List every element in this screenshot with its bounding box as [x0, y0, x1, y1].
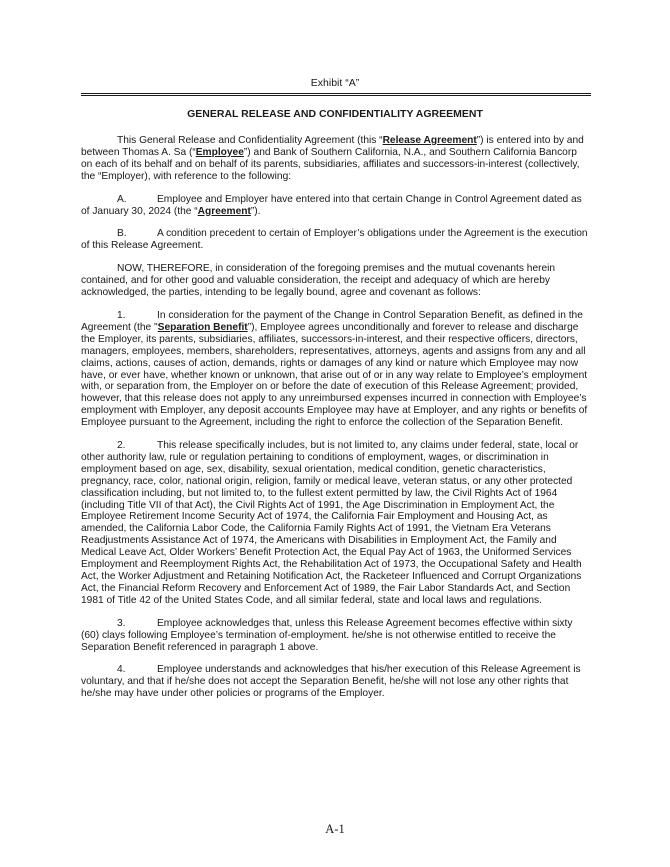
intro-text-2: ”) is entered into by and between Thomas A. Sa (“ — [81, 135, 584, 158]
intro-text-3: ”) and Bank of Southern California, N.A., and Southern California Bancorp on each of its behalf and on behalf of its parents, subsidiaries, affiliates and successors-in-interest (collectively, the “Employer), with reference to the following: — [81, 146, 580, 182]
paragraph-1 — [81, 310, 591, 429]
agreement-body — [81, 135, 591, 711]
paragraph-2-text: This release specifically includes, but is not limited to, any claims under federal, state, local or other authority law, rule or regulation pertaining to conditions of employment, wages, or discrimination in employment based on age, sex, disability, sexual orientation, medical condition, genetic characteristics, pregnancy, race, color, national origin, religion, family or medical leave, veteran status, or any other protected classification including, but not limited to, to the fullest extent permitted by law, the Civil Rights Act of 1964 (including Title VII of that Act), the Civil Rights Act of 1991, the Age Discrimination in Employment Act, the Employee Retirement Income Security Act of 1974, the California Fair Employment and Housing Act, as amended, the California Labor Code, the California Family Rights Act of 1991, the Vietnam Era Veterans Readjustments Assistance Act of 1974, the Americans with Disabilities in Employment Act, the Family and Medical Leave Act, Older Workers’ Benefit Protection Act, the Equal Pay Act of 1963, the Uniformed Services Employment and Reemployment Rights Act, the Rehabilitation Act of 1973, the Occupational Safety and Health Act, the Worker Adjustment and Retaining Notification Act, the Racketeer Influenced and Corrupt Organizations Act, the Financial Reform Recovery and Enforcement Act of 1989, the Fair Labor Standards Act, and Section 1981 of Title 42 of the United States Code, and all similar federal, state and local laws and regulations. — [81, 440, 582, 606]
paragraph-4 — [81, 664, 591, 700]
recital-a-marker: A. — [117, 193, 127, 205]
defined-term-agreement: Agreement — [197, 205, 251, 217]
page-number: A-1 — [325, 822, 345, 836]
paragraph-2 — [81, 440, 591, 607]
now-therefore-text: NOW, THEREFORE, in consideration of the foregoing premises and the mutual covenants herein contained, and for other good and valuable consideration, the receipt and adequacy of which are hereby acknowledged, the parties, intending to be legally bound, agree and covenant as follows: — [81, 263, 556, 299]
paragraph-3-marker: 3. — [117, 617, 126, 629]
recital-b — [81, 228, 591, 252]
title-rule-bottom — [81, 95, 591, 96]
paragraph-3 — [81, 618, 591, 654]
paragraph-3-text: Employee acknowledges that, unless this Release Agreement becomes effective within sixty (60) clays following Employee’s termination of-employment. he/she is not otherwise entitled to receive the Separation Benefit referenced in paragraph 1 above. — [81, 617, 573, 653]
title-rule-top — [81, 93, 591, 94]
defined-term-release-agreement: Release Agreement — [382, 135, 477, 146]
defined-term-employee: Employee — [195, 146, 244, 158]
recital-a-text-2: ”). — [250, 205, 261, 217]
intro-paragraph — [81, 135, 591, 183]
agreement-heading: GENERAL RELEASE AND CONFIDENTIALITY AGREEMENT — [187, 108, 483, 120]
recital-a-text-1: Employee and Employer have entered into that certain Change in Control Agreement dated as of January 30, 2024 (the “ — [81, 193, 582, 217]
recital-a — [81, 194, 591, 218]
defined-term-separation-benefit: Separation Benefit — [157, 321, 248, 333]
paragraph-1-text-2: ”), Employee agrees unconditionally and forever to release and discharge the Employer, its parents, subsidiaries, affiliates, successors-in-interest, and their respective officers, directors, managers, employees, members, shareholders, representatives, attorneys, agents and assigns from any and all claims, actions, causes of action, demands, rights or damages of any kind or nature which Employee may now have, or ever have, whether known or unknown, that arise out of or in any way relate to Employee’s employment with, or separation from, the Employer on or before the date of execution of this Release Agreement; provided, however, that this release does not apply to any unreimbursed expenses incurred in connection with Employee’s employment with Employer, any deposit accounts Employee may have at Employer, and any rights or benefits of Employee pursuant to the Agreement, including the right to enforce the collection of the Separation Benefit. — [81, 321, 588, 429]
paragraph-1-marker: 1. — [117, 309, 126, 321]
recital-b-marker: B. — [117, 228, 127, 240]
paragraph-4-marker: 4. — [117, 664, 126, 676]
now-therefore-paragraph — [81, 263, 591, 299]
recital-b-text: A condition precedent to certain of Employer’s obligations under the Agreement is the execution of this Release Agreement. — [81, 228, 588, 252]
paragraph-4-text: Employee understands and acknowledges that his/her execution of this Release Agreement is voluntary, and that if he/she does not accept the Separation Benefit, he/she will not lose any other rights that he/she may have under other policies or programs of the Employer. — [81, 664, 581, 700]
paragraph-1-text-1: In consideration for the payment of the Change in Control Separation Benefit, as defined in the Agreement (the " — [81, 309, 583, 333]
exhibit-title: Exhibit “A” — [310, 77, 360, 89]
intro-text-1: This General Release and Confidentiality Agreement (this “ — [117, 135, 383, 146]
paragraph-2-marker: 2. — [117, 440, 126, 452]
